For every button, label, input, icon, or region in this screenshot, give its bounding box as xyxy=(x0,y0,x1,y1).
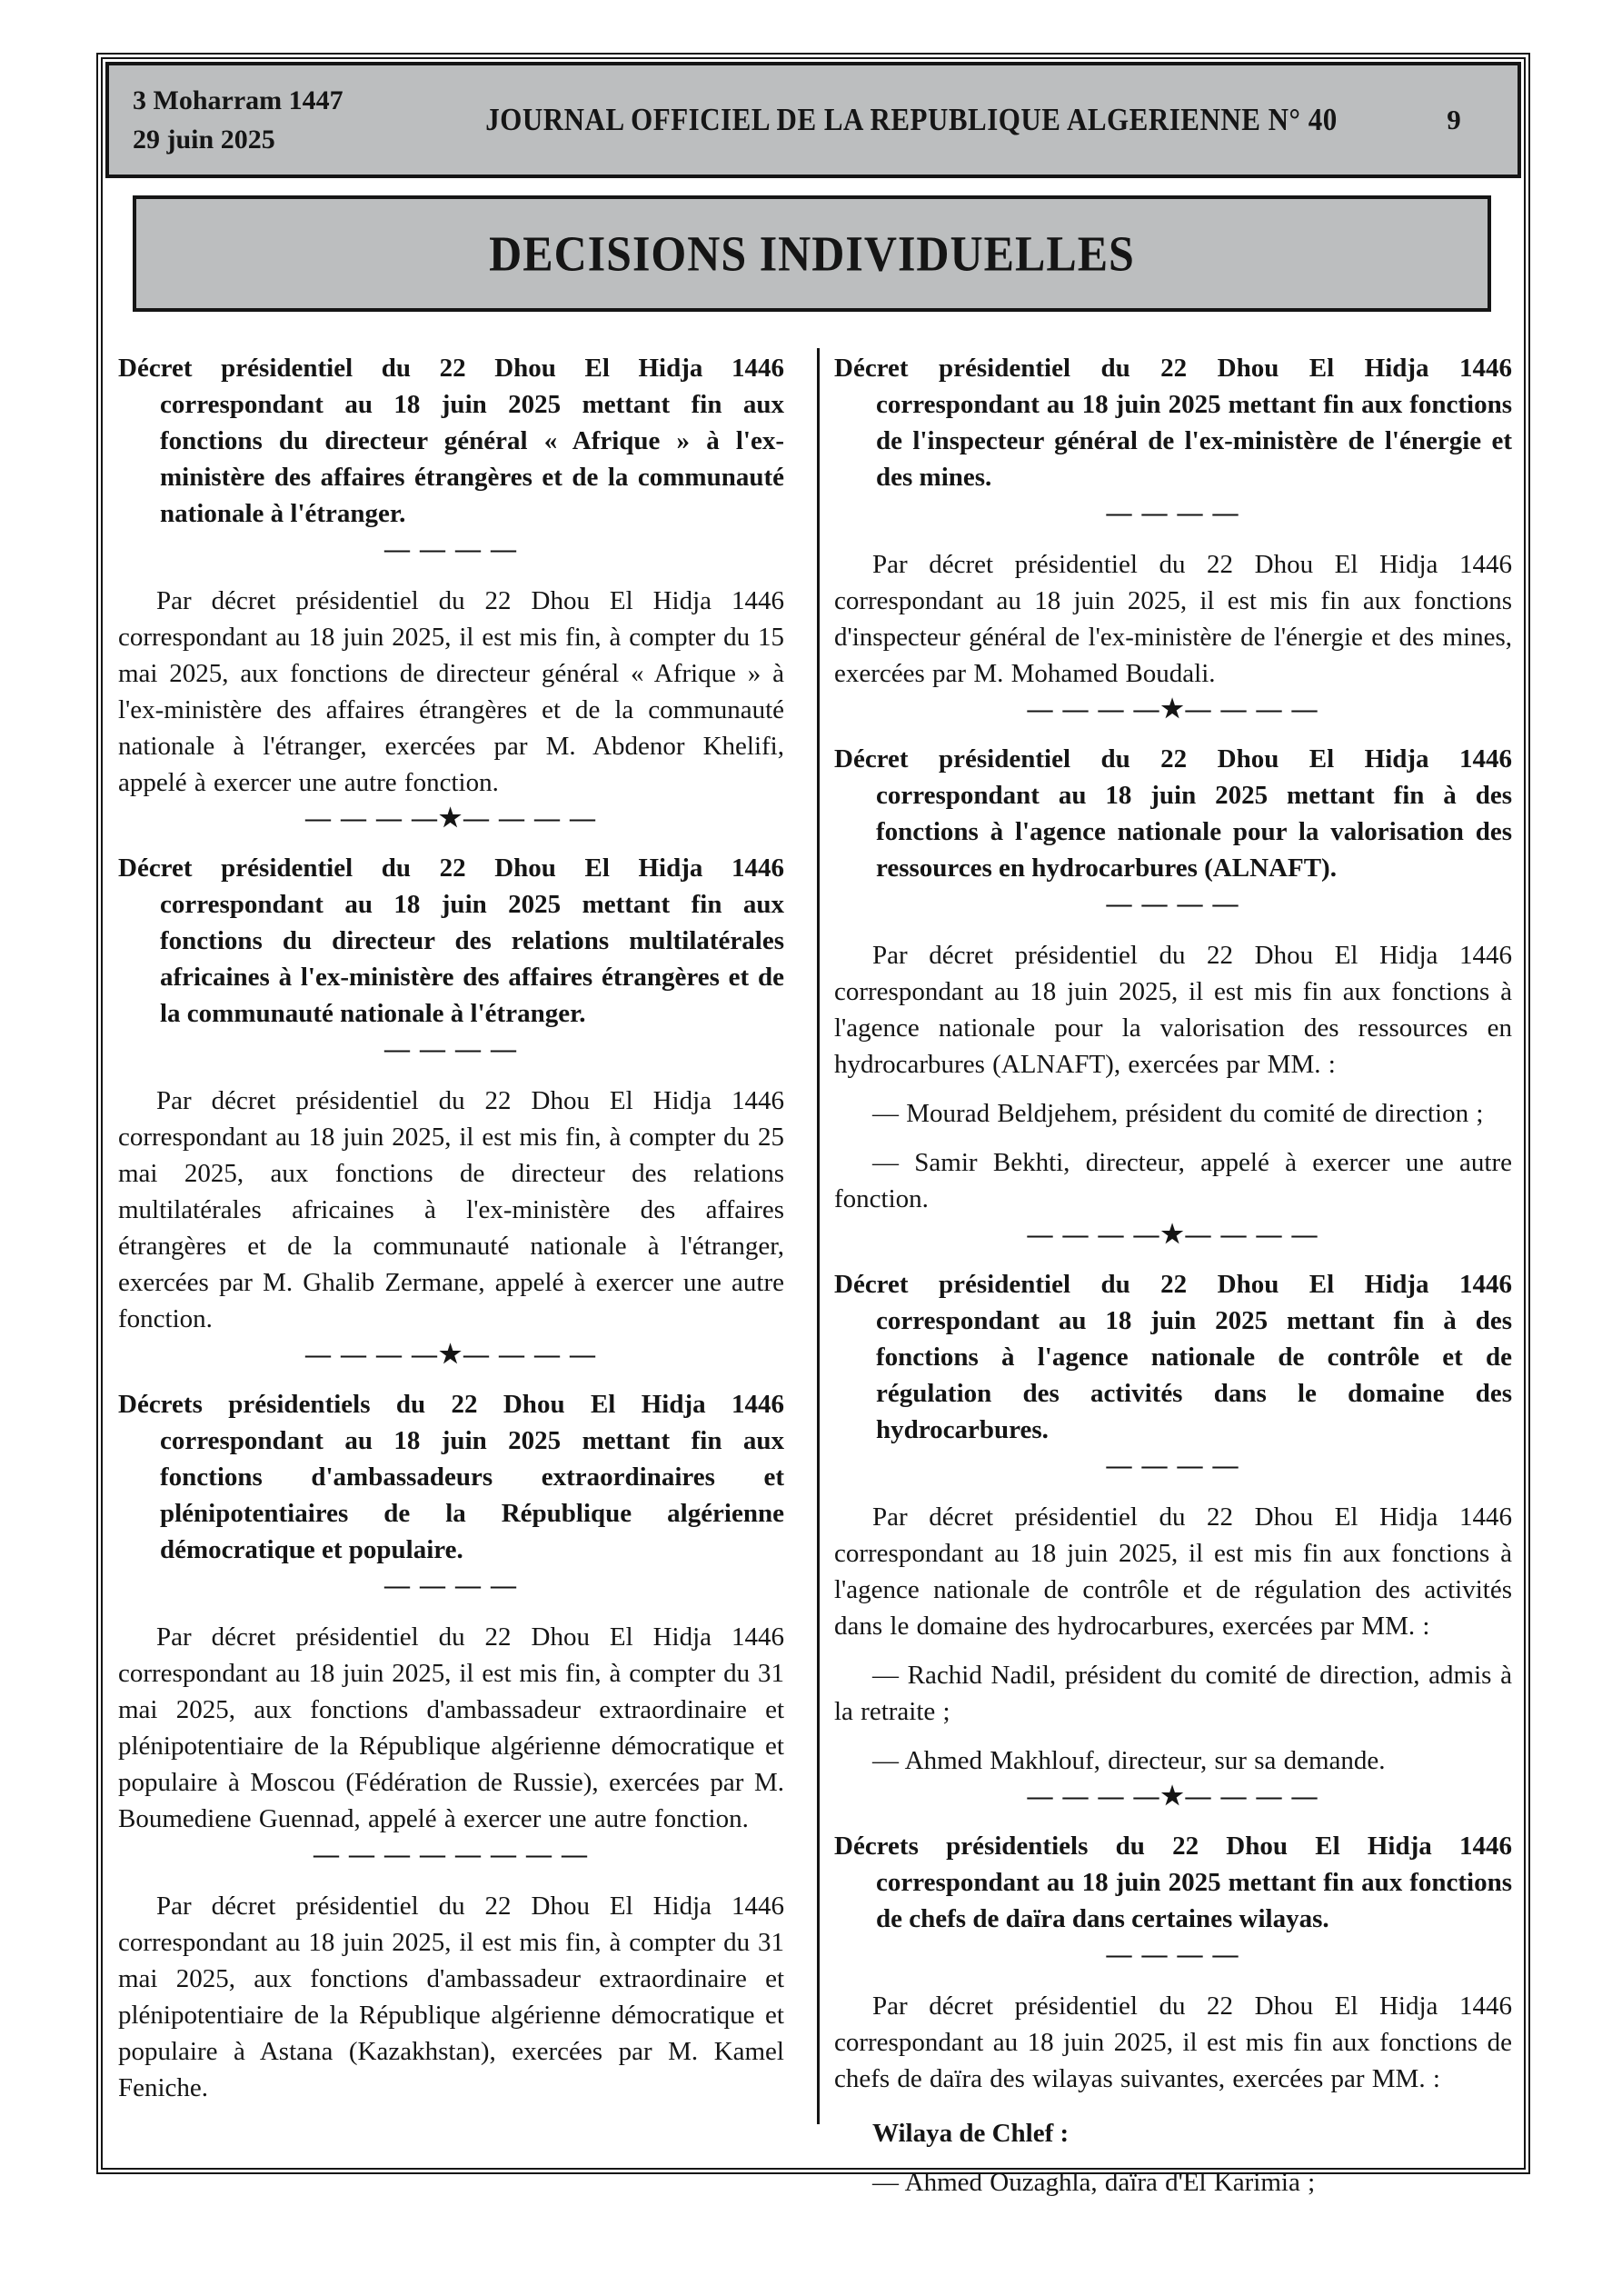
list-item: — Ahmed Makhlouf, directeur, sur sa demande. xyxy=(872,1746,1386,1775)
paragraph: Par décret présidentiel du 22 Dhou El Hidja 1446 correspondant au 18 juin 2025, il est mis fin, à compter du 15 mai 2025, aux fonctions de directeur général « Afrique » à l'ex-ministère des affaires étrangères et de la communauté nationale à l'étranger, exercées par M. Abdenor Khelifi, appelé à exercer une autre fonction. xyxy=(118,586,784,797)
decree-heading: Décrets présidentiels du 22 Dhou El Hidja 1446 correspondant au 18 juin 2025 mettant fin aux fonctions d'ambassadeurs extraordinaires et plénipotentiaires de la République algérienne démocratique et populaire. xyxy=(118,1390,784,1564)
decree-heading: Décret présidentiel du 22 Dhou El Hidja 1446 correspondant au 18 juin 2025 mettant fin aux fonctions du directeur général « Afrique » à l'ex-ministère des affaires étrangères et de la communauté nationale à l'étranger. xyxy=(118,354,784,528)
decree-heading: Décret présidentiel du 22 Dhou El Hidja 1446 correspondant au 18 juin 2025 mettant fin aux fonctions du directeur des relations multilatérales africaines à l'ex-ministère des affaires étrangères et de la communauté nationale à l'étranger. xyxy=(118,854,784,1028)
decree-heading: Décrets présidentiels du 22 Dhou El Hidja 1446 correspondant au 18 juin 2025 mettant fin aux fonctions de chefs de daïra dans certaines wilayas. xyxy=(834,1832,1512,1933)
section-title: DECISIONS INDIVIDUELLES xyxy=(489,225,1135,282)
separator: — — — —★— — — — xyxy=(1027,695,1319,724)
paragraph: Par décret présidentiel du 22 Dhou El Hidja 1446 correspondant au 18 juin 2025, il est mis fin, à compter du 31 mai 2025, aux fonctions d'ambassadeur extraordinaire et plénipotentiaire de la République algérienne démocratique et populaire à Astana (Kazakhstan), exercées par M. Kamel Feniche. xyxy=(118,1892,784,2102)
column-divider xyxy=(817,348,820,2124)
section-title-box xyxy=(133,195,1491,312)
right-column xyxy=(834,348,1512,2197)
list-item: — Rachid Nadil, président du comité de direction, admis à la retraite ; xyxy=(834,1661,1512,1726)
page-frame xyxy=(96,53,1530,2197)
separator: — — — — xyxy=(1106,499,1240,527)
paragraph: Par décret présidentiel du 22 Dhou El Hidja 1446 correspondant au 18 juin 2025, il est mis fin, à compter du 31 mai 2025, aux fonctions d'ambassadeur extraordinaire et plénipotentiaire de la République algérienne démocratique et populaire à Moscou (Fédération de Russie), exercées par M. Boumediene Guennad, appelé à exercer une autre fonction. xyxy=(118,1622,784,1833)
hijri-date: 3 Moharram 1447 xyxy=(133,85,343,115)
page-number: 9 xyxy=(1447,104,1461,135)
paragraph: Par décret présidentiel du 22 Dhou El Hidja 1446 correspondant au 18 juin 2025, il est mis fin aux fonctions de chefs de daïra des wilayas suivantes, exercées par MM. : xyxy=(834,1992,1512,2093)
separator: — — — —★— — — — xyxy=(304,1341,598,1369)
decree-heading: Décret présidentiel du 22 Dhou El Hidja 1446 correspondant au 18 juin 2025 mettant fin à des fonctions à l'agence nationale pour la valorisation des ressources en hydrocarbures (ALNAFT). xyxy=(834,744,1512,883)
separator: — — — — xyxy=(384,1035,518,1063)
gregorian-date: 29 juin 2025 xyxy=(133,125,275,155)
list-item: — Ahmed Ouzaghla, daïra d'El Karimia ; xyxy=(872,2168,1316,2197)
masthead-dates xyxy=(109,81,433,159)
list-item: — Samir Bekhti, directeur, appelé à exercer une autre fonction. xyxy=(834,1148,1512,1213)
wilaya-subheading: Wilaya de Chlef : xyxy=(872,2119,1070,2148)
separator: — — — — xyxy=(1106,890,1240,918)
separator: — — — — xyxy=(384,1572,518,1600)
separator: — — — —★— — — — xyxy=(304,804,598,833)
separator: — — — —★— — — — xyxy=(1027,1782,1319,1811)
separator: — — — — xyxy=(384,535,518,564)
paragraph: Par décret présidentiel du 22 Dhou El Hidja 1446 correspondant au 18 juin 2025, il est mis fin, à compter du 25 mai 2025, aux fonctions de directeur des relations multilatérales africaines à l'ex-ministère des affaires étrangères et de la communauté nationale à l'étranger, exercées par M. Ghalib Zermane, appelé à exercer une autre fonction. xyxy=(118,1086,784,1333)
decree-heading: Décret présidentiel du 22 Dhou El Hidja 1446 correspondant au 18 juin 2025 mettant fin aux fonctions de l'inspecteur général de l'ex-ministère de l'énergie et des mines. xyxy=(834,354,1512,492)
masthead xyxy=(105,62,1521,178)
paragraph: Par décret présidentiel du 22 Dhou El Hidja 1446 correspondant au 18 juin 2025, il est mis fin aux fonctions à l'agence nationale de contrôle et de régulation des activités dans le domaine des hydrocarbures, exercées par MM. : xyxy=(834,1502,1512,1641)
paragraph: Par décret présidentiel du 22 Dhou El Hidja 1446 correspondant au 18 juin 2025, il est mis fin aux fonctions d'inspecteur général de l'ex-ministère de l'énergie et des mines, exercées par M. Mohamed Boudali. xyxy=(834,550,1512,688)
left-column xyxy=(118,348,784,2124)
separator: — — — —★— — — — xyxy=(1027,1221,1319,1249)
separator: — — — — — — — — xyxy=(313,1841,589,1869)
list-item: — Mourad Beldjehem, président du comité de direction ; xyxy=(872,1099,1484,1128)
paragraph: Par décret présidentiel du 22 Dhou El Hidja 1446 correspondant au 18 juin 2025, il est mis fin aux fonctions à l'agence nationale pour la valorisation des ressources en hydrocarbures (ALNAFT), exercées par MM. : xyxy=(834,941,1512,1079)
journal-title: JOURNAL OFFICIEL DE LA REPUBLIQUE ALGERIENNE N° 40 xyxy=(485,101,1338,138)
decree-heading: Décret présidentiel du 22 Dhou El Hidja 1446 correspondant au 18 juin 2025 mettant fin à des fonctions à l'agence nationale de contrôle et de régulation des activités dans le domaine des hydrocarbures. xyxy=(834,1270,1512,1444)
columns xyxy=(103,312,1524,2197)
separator: — — — — xyxy=(1106,1452,1240,1480)
separator: — — — — xyxy=(1106,1941,1240,1969)
